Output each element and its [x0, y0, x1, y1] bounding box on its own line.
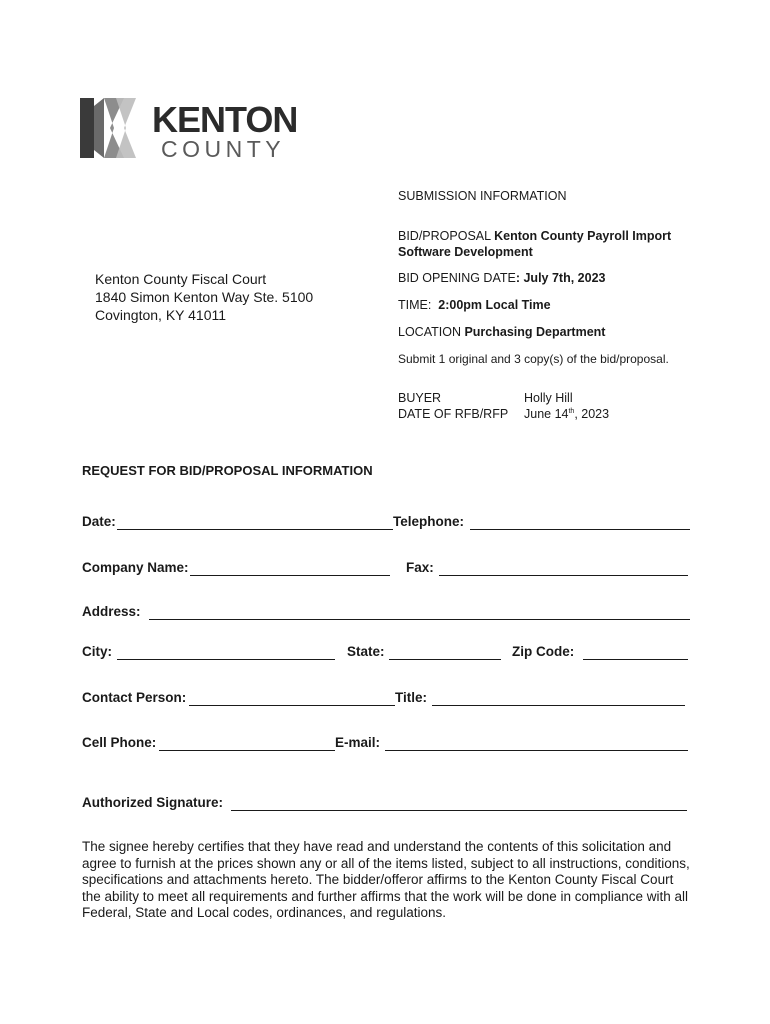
rfb-date-main: June 14: [524, 407, 569, 421]
time-value: 2:00pm Local Time: [438, 298, 551, 312]
kenton-county-logo-icon: [80, 98, 136, 158]
location-line: [398, 325, 605, 339]
logo-subtitle: COUNTY: [161, 136, 286, 162]
bid-proposal-value-cont: Software Development: [398, 245, 533, 259]
telephone-label: Telephone:: [393, 514, 465, 529]
state-label: State:: [347, 644, 385, 659]
time-line: [398, 298, 551, 312]
bid-opening-line: [398, 271, 605, 285]
bid-opening-label: BID OPENING DATE: [398, 271, 516, 285]
zip-code-field[interactable]: [583, 659, 688, 660]
request-heading: REQUEST FOR BID/PROPOSAL INFORMATION: [82, 463, 373, 478]
bid-proposal-label: BID/PROPOSAL: [398, 229, 495, 243]
bid-proposal-line: [398, 229, 671, 243]
cell-phone-label: Cell Phone:: [82, 735, 157, 750]
title-field[interactable]: [432, 705, 685, 706]
address-line-1: Kenton County Fiscal Court: [95, 271, 267, 287]
authorized-signature-field[interactable]: [231, 810, 687, 811]
time-label: TIME:: [398, 298, 439, 312]
rfb-date-year: , 2023: [574, 407, 610, 421]
logo-wordmark: KENTON: [152, 99, 298, 140]
rfb-date-ordinal: th: [568, 407, 575, 415]
location-label: LOCATION: [398, 325, 465, 339]
title-label: Title:: [395, 690, 428, 705]
submission-heading: SUBMISSION INFORMATION: [398, 189, 567, 203]
date-label: Date:: [82, 514, 116, 529]
bid-opening-value: : July 7th, 2023: [515, 271, 606, 285]
contact-person-label: Contact Person:: [82, 690, 187, 705]
address-field[interactable]: [149, 619, 690, 620]
buyer-label: BUYER: [398, 391, 442, 405]
location-value: Purchasing Department: [464, 325, 606, 339]
address-line-3: Covington, KY 41011: [95, 307, 227, 323]
fax-label: Fax:: [406, 560, 434, 575]
telephone-field[interactable]: [470, 529, 690, 530]
bid-proposal-value: Kenton County Payroll Import: [494, 229, 672, 243]
rfb-date-value: [524, 407, 609, 421]
state-field[interactable]: [389, 659, 501, 660]
address-line-2: 1840 Simon Kenton Way Ste. 5100: [95, 289, 314, 305]
submit-note: Submit 1 original and 3 copy(s) of the bid/proposal.: [398, 352, 669, 366]
address-label: Address:: [82, 604, 141, 619]
company-name-label: Company Name:: [82, 560, 189, 575]
email-label: E-mail:: [335, 735, 381, 750]
company-name-field[interactable]: [190, 575, 390, 576]
zip-code-label: Zip Code:: [512, 644, 575, 659]
date-field[interactable]: [117, 529, 393, 530]
city-field[interactable]: [117, 659, 335, 660]
fax-field[interactable]: [439, 575, 688, 576]
contact-person-field[interactable]: [189, 705, 395, 706]
email-field[interactable]: [385, 750, 688, 751]
cell-phone-field[interactable]: [159, 750, 335, 751]
authorized-signature-label: Authorized Signature:: [82, 795, 223, 810]
certification-paragraph: The signee hereby certifies that they have read and understand the contents of this solicitation and agree to furnish at the prices shown any or all of the items listed, subject to all instructions, conditions, specifications and attachments hereto. The bidder/offeror affirms to the Kenton County Fiscal Court the ability to meet all requirements and further affirms that the work will be done in compliance with all Federal, State and Local codes, ordinances, and regulations.: [82, 839, 690, 920]
buyer-value: Holly Hill: [524, 391, 573, 405]
court-address: [95, 270, 313, 324]
rfb-date-label: DATE OF RFB/RFP: [398, 407, 509, 421]
city-label: City:: [82, 644, 112, 659]
